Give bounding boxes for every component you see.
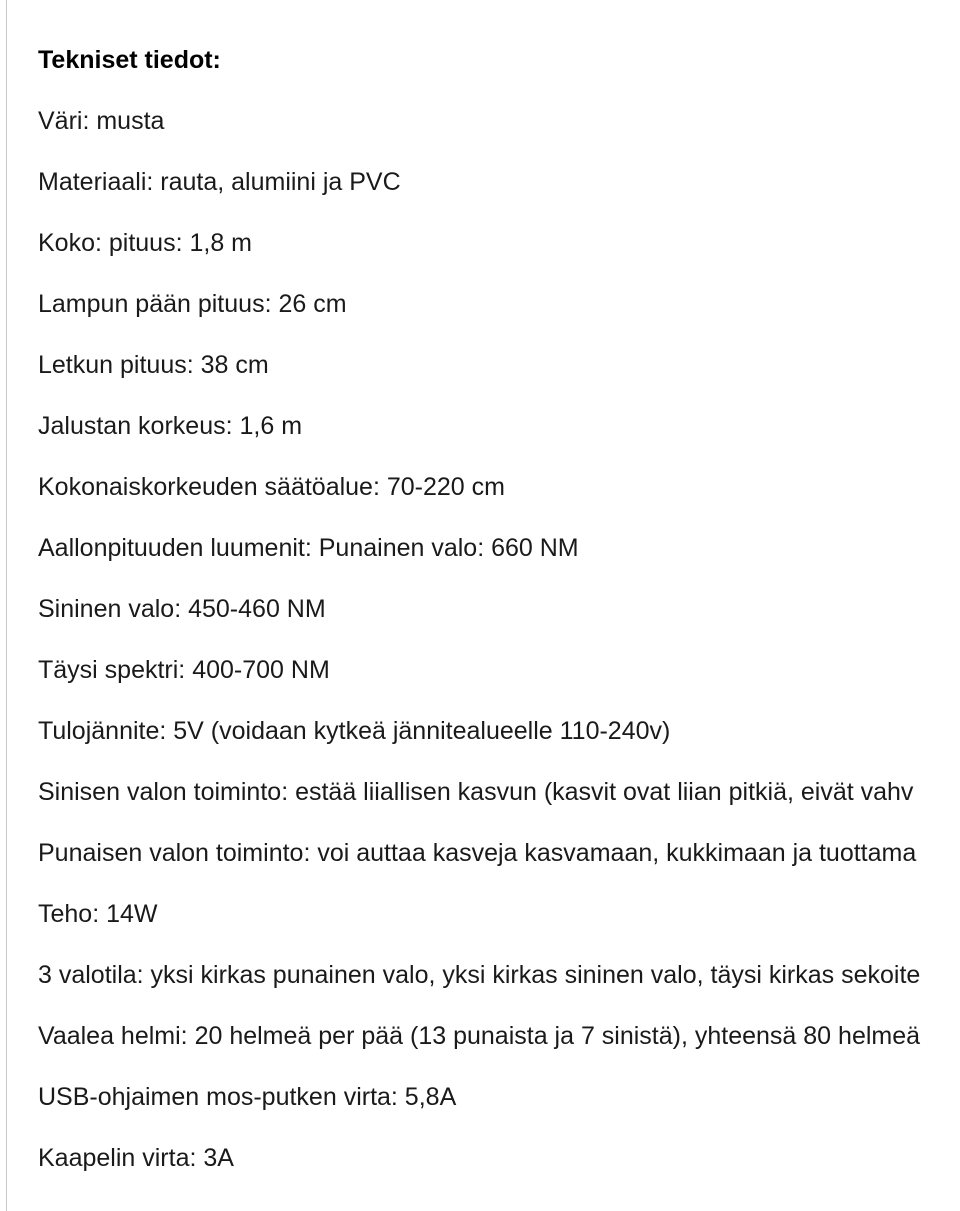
spec-blue-wavelength: Sininen valo: 450-460 NM bbox=[38, 595, 326, 623]
spec-list bbox=[38, 42, 960, 1201]
spec-height-range: Kokonaiskorkeuden säätöalue: 70-220 cm bbox=[38, 473, 505, 501]
spec-red-light-function: Punaisen valon toiminto: voi auttaa kasveja kasvamaan, kukkimaan ja tuottama bbox=[38, 839, 917, 867]
spec-hose-length: Letkun pituus: 38 cm bbox=[38, 351, 269, 379]
spec-material: Materiaali: rauta, alumiini ja PVC bbox=[38, 168, 401, 196]
spec-color: Väri: musta bbox=[38, 107, 165, 135]
spec-stand-height: Jalustan korkeus: 1,6 m bbox=[38, 412, 303, 440]
spec-size: Koko: pituus: 1,8 m bbox=[38, 229, 253, 257]
spec-input-voltage: Tulojännite: 5V (voidaan kytkeä jännitealueelle 110-240v) bbox=[38, 717, 671, 745]
spec-light-beads: Vaalea helmi: 20 helmeä per pää (13 punaista ja 7 sinistä), yhteensä 80 helmeä bbox=[38, 1022, 921, 1050]
left-border-line bbox=[6, 0, 7, 1211]
spec-usb-current: USB-ohjaimen mos-putken virta: 5,8A bbox=[38, 1083, 457, 1111]
spec-heading: Tekniset tiedot: bbox=[38, 46, 221, 74]
spec-blue-light-function: Sinisen valon toiminto: estää liiallisen kasvun (kasvit ovat liian pitkiä, eivät vahv bbox=[38, 778, 914, 806]
spec-light-modes: 3 valotila: yksi kirkas punainen valo, yksi kirkas sininen valo, täysi kirkas sekoite bbox=[38, 961, 921, 989]
spec-full-spectrum: Täysi spektri: 400-700 NM bbox=[38, 656, 330, 684]
spec-red-wavelength: Aallonpituuden luumenit: Punainen valo: 660 NM bbox=[38, 534, 579, 562]
spec-lamp-head-length: Lampun pään pituus: 26 cm bbox=[38, 290, 347, 318]
spec-power: Teho: 14W bbox=[38, 900, 158, 928]
spec-cable-current: Kaapelin virta: 3A bbox=[38, 1144, 234, 1172]
